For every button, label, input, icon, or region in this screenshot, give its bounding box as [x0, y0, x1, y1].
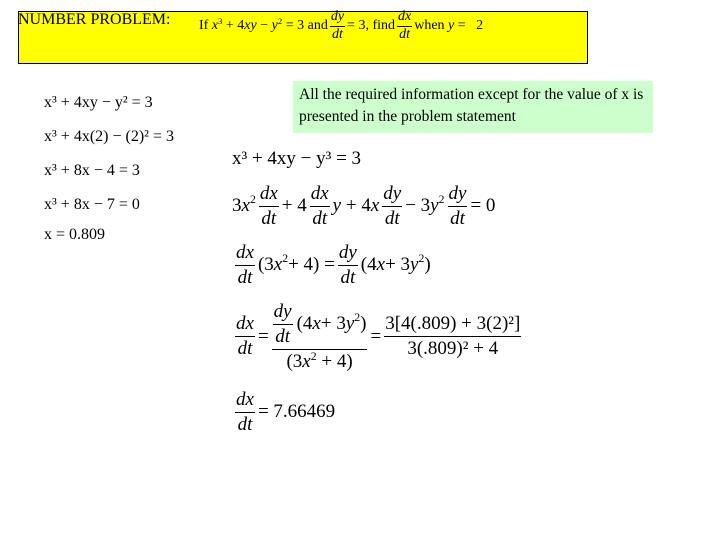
solution-final: $\frac{dx}{dt}$ = 7.66469: [236, 389, 336, 435]
solution-eq-4: $\frac{dx}{dt}$ = $\frac{dy}{dt}$ (4 x + 3 y $^2$ ) $(3x^2 + 4)$ = $\frac{\text{3[4(.809) + 3(2)²]}}{\text{3(.809)² + 4}}$: [236, 301, 521, 372]
numeric-fraction: [384, 312, 521, 361]
dx-dt-fraction: $\frac{dx}{dt}$: [398, 9, 412, 42]
note-box: All the required information except for the value of x is presented in the problem statement: [293, 81, 653, 133]
given-equation: $x^3 + 4xy - y^2$ =: [211, 16, 298, 33]
solution-eq-1: x³ + 4xy − y³ = 3: [232, 148, 362, 169]
step-5: x = 0.809: [44, 226, 106, 243]
solution-eq-2: 3 x $^2$ $\frac{dx}{dt}$ + 4 $\frac{dx}{dt}$ y + 4 x $\frac{dy}{dt}$ − 3 y $^2$ $\frac{dy}{dt}$ = 0: [232, 183, 496, 229]
final-answer: = 7.66469: [257, 401, 336, 423]
problem-label: NUMBER PROBLEM:: [18, 11, 171, 28]
problem-statement: If $x^3 + 4xy - y^2$ = 3 and $\frac{dy}{dt}$ = 3, find $\frac{dx}{dt}$ when y = 2: [199, 9, 484, 42]
step-3: x³ + 8x − 4 = 3: [44, 162, 140, 179]
when-word: when: [414, 18, 445, 33]
step-1: x³ + 4xy − y² = 3: [44, 94, 153, 111]
given-equation-rhs: 3 and: [297, 18, 328, 33]
y-value: = 2: [457, 18, 484, 33]
step-4: x³ + 8x − 7 = 0: [44, 196, 140, 213]
if-word: If: [199, 18, 209, 33]
numeric-denominator: 3(.809)² + 4: [407, 338, 499, 360]
solution-eq-3: $\frac{dx}{dt}$ (3 x $^2$ + 4) = $\frac{dy}{dt}$ (4 x + 3 y $^2$ ): [236, 242, 431, 288]
numeric-numerator: 3[4(.809) + 3(2)²]: [384, 312, 521, 337]
given-rate: = 3, find: [347, 18, 395, 33]
step-2: x³ + 4x(2) − (2)² = 3: [44, 128, 174, 145]
dy-dt-fraction: $\frac{dy}{dt}$: [330, 9, 345, 42]
